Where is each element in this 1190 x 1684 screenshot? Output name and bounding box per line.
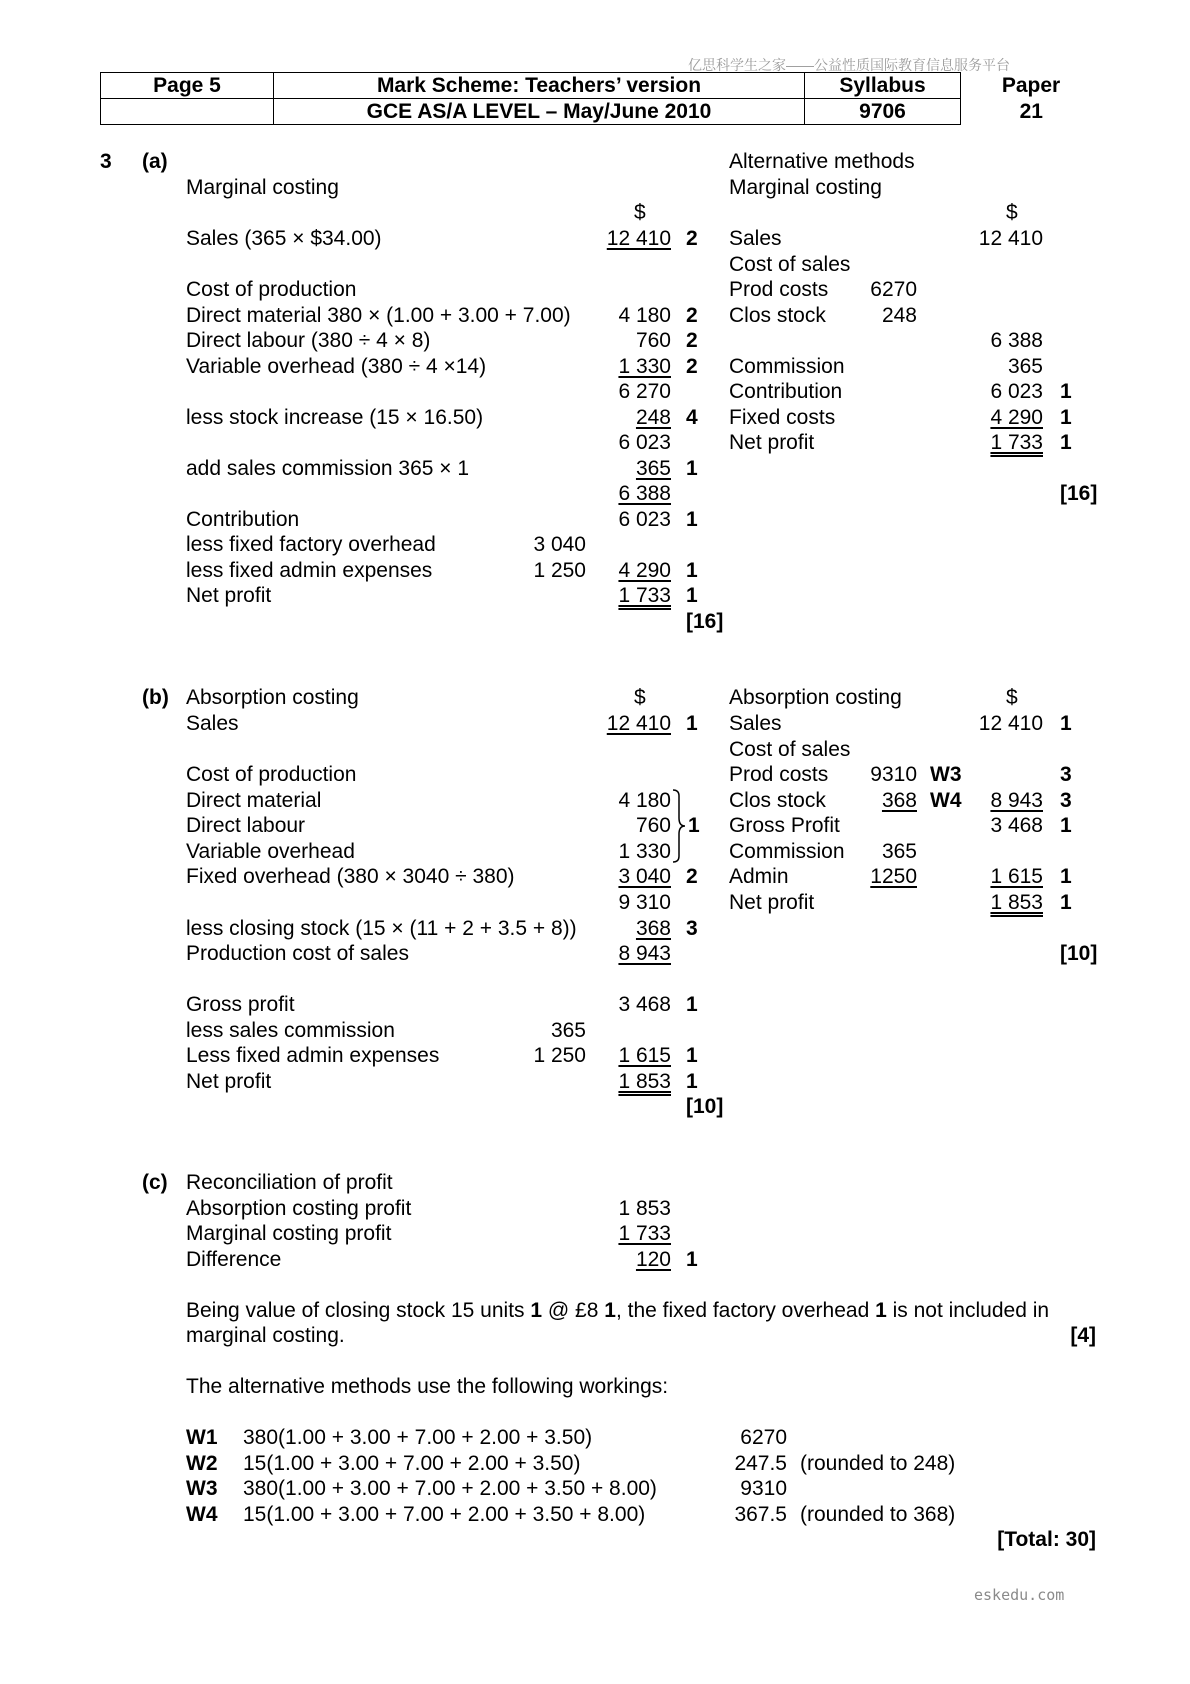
value-direct-labour: 760 [635,329,671,352]
mark-fixed-total: 1 [686,559,698,582]
alt-b-clos-stock-value: 368 [881,789,917,812]
working-expression: 15(1.00 + 3.00 + 7.00 + 2.00 + 3.50 + 8.00) [243,1503,646,1526]
b-value-fixed-overhead: 3 040 [618,865,671,888]
mark-direct-material: 2 [686,304,698,327]
part-b-currency: $ [634,686,646,709]
alt-b-admin: Admin [729,865,789,888]
working-value: 247.5 [734,1452,787,1475]
b-value-net-profit: 1 853 [618,1070,671,1093]
mark-net-profit: 1 [686,584,698,607]
alt-b-sales: Sales [729,712,782,735]
alt-a-fixed-costs-value: 4 290 [990,406,1043,429]
mark-variable-overhead: 2 [686,355,698,378]
alt-a-sales-value: 12 410 [978,227,1043,250]
line-sales: Sales (365 × $34.00) [186,227,382,250]
alt-b-currency: $ [1006,686,1018,709]
c-explanation-mark3: 1 [875,1299,887,1322]
part-a-title: Marginal costing [186,176,339,199]
value-fixed-admin: 1 250 [533,559,586,582]
line-variable-overhead: Variable overhead (380 ÷ 4 ×14) [186,355,487,378]
b-value-subtotal: 9 310 [618,891,671,914]
alt-b-total: [10] [1060,942,1098,965]
b-value-admin: 1 250 [533,1044,586,1067]
alt-a-net-profit-mark: 1 [1060,431,1072,454]
line-direct-material: Direct material 380 × (1.00 + 3.00 + 7.00) [186,304,571,327]
alt-b-cost-total: 8 943 [990,789,1043,812]
b-value-sales: 12 410 [606,712,671,735]
c-marginal-value: 1 733 [618,1222,671,1245]
b-line-direct-labour: Direct labour [186,814,306,837]
b-value-variable-overhead: 1 330 [618,840,671,863]
b-mark-fixed-overhead: 2 [686,865,698,888]
c-difference-label: Difference [186,1248,282,1271]
alt-a-clos-stock-value: 248 [881,304,917,327]
alt-b-prod-costs-ref: W3 [930,763,962,786]
alt-a-net-profit-value: 1 733 [990,431,1043,454]
alt-a-cost-of-sales: Cost of sales [729,253,851,276]
mark-direct-labour: 2 [686,329,698,352]
alt-b-sales-value: 12 410 [978,712,1043,735]
b-mark-net-profit: 1 [686,1070,698,1093]
part-c-total: [4] [1070,1324,1096,1347]
value-subtotal2: 6 023 [618,431,671,454]
line-fixed-admin: less fixed admin expenses [186,559,433,582]
mark-contribution: 1 [686,508,698,531]
mark-sales: 2 [686,227,698,250]
b-line-less-closing-stock: less closing stock (15 × (11 + 2 + 3.5 + 8)) [186,917,577,940]
c-absorption-label: Absorption costing profit [186,1197,412,1220]
value-commission: 365 [635,457,671,480]
b-mark-expenses-total: 1 [686,1044,698,1067]
b-line-cost-of-production: Cost of production [186,763,357,786]
part-b-label: (b) [142,686,169,709]
part-a-label: (a) [142,150,168,173]
b-mark-brace: 1 [688,814,700,837]
line-direct-labour: Direct labour (380 ÷ 4 × 8) [186,329,431,352]
header-title: Mark Scheme: Teachers’ version [274,73,805,99]
alt-b-commission-value: 365 [881,840,917,863]
alt-b-cost-total-mark: 3 [1060,789,1072,812]
line-net-profit: Net profit [186,584,272,607]
c-difference-value: 120 [635,1248,671,1271]
grand-total: [Total: 30] [997,1528,1096,1551]
alt-a-commission-value: 365 [1007,355,1043,378]
alt-b-title: Absorption costing [729,686,902,709]
c-explanation-text1: Being value of closing stock 15 units [186,1299,531,1322]
value-direct-material: 4 180 [618,304,671,327]
b-line-variable-overhead: Variable overhead [186,840,355,863]
value-net-profit: 1 733 [618,584,671,607]
working-note: (rounded to 368) [800,1503,956,1526]
alt-b-prod-costs-value: 9310 [870,763,917,786]
b-line-sales: Sales [186,712,239,735]
alt-a-contribution-mark: 1 [1060,380,1072,403]
value-contribution: 6 023 [618,508,671,531]
alt-a-title1: Alternative methods [729,150,915,173]
footer-site: eskedu.com [974,1586,1065,1604]
alt-b-gross-profit-value: 3 468 [990,814,1043,837]
b-line-fixed-admin: Less fixed admin expenses [186,1044,440,1067]
alt-a-subtotal: 6 388 [990,329,1043,352]
working-expression: 380(1.00 + 3.00 + 7.00 + 2.00 + 3.50) [243,1426,593,1449]
value-fixed-factory: 3 040 [533,533,586,556]
b-value-direct-labour: 760 [635,814,671,837]
b-value-production-cost: 8 943 [618,942,671,965]
part-c-title: Reconciliation of profit [186,1171,393,1194]
working-value: 6270 [740,1426,787,1449]
alt-a-prod-costs: Prod costs [729,278,829,301]
alt-a-fixed-costs: Fixed costs [729,406,836,429]
c-difference-mark: 1 [686,1248,698,1271]
line-fixed-factory: less fixed factory overhead [186,533,436,556]
value-stock-increase: 248 [635,406,671,429]
header-subtitle: GCE AS/A LEVEL – May/June 2010 [274,99,805,125]
c-explanation-mark1: 1 [530,1299,543,1322]
working-value: 9310 [740,1477,787,1500]
line-add-sales-commission: add sales commission 365 × 1 [186,457,470,480]
c-explanation-text4: is not included in [886,1299,1050,1322]
line-cost-of-production: Cost of production [186,278,357,301]
value-subtotal1: 6 270 [618,380,671,403]
watermark-text: 亿思科学生之家——公益性质国际教育信息服务平台 [688,57,1010,73]
header-table [100,72,1102,125]
c-explanation-line1 [186,1299,1049,1323]
alt-b-clos-stock-ref: W4 [930,789,962,812]
part-a-currency: $ [634,201,646,224]
alt-a-contribution: Contribution [729,380,843,403]
header-empty-cell [101,99,274,125]
mark-commission: 1 [686,457,698,480]
workings-intro: The alternative methods use the following workings: [186,1375,669,1398]
b-mark-gross-profit: 1 [686,993,698,1016]
c-absorption-value: 1 853 [618,1197,671,1220]
c-explanation-text3: , the fixed factory overhead [615,1299,876,1322]
b-value-commission: 365 [550,1019,586,1042]
part-a-total: [16] [686,610,724,633]
working-label: W2 [186,1452,218,1475]
c-explanation-text2: @ £8 [542,1299,605,1322]
working-note: (rounded to 248) [800,1452,956,1475]
value-sales: 12 410 [606,227,671,250]
mark-stock-increase: 4 [686,406,698,429]
working-label: W4 [186,1503,218,1526]
alt-b-prod-costs-mark: 3 [1060,763,1072,786]
b-line-fixed-overhead: Fixed overhead (380 × 3040 ÷ 380) [186,865,515,888]
b-line-sales-commission: less sales commission [186,1019,395,1042]
paper-label: Paper [1001,73,1061,97]
alt-b-gross-profit: Gross Profit [729,814,840,837]
alt-a-currency: $ [1006,201,1018,224]
line-contribution: Contribution [186,508,300,531]
alt-b-admin-total: 1 615 [990,865,1043,888]
b-line-net-profit: Net profit [186,1070,272,1093]
b-value-direct-material: 4 180 [618,789,671,812]
syllabus-label: Syllabus [805,73,961,99]
b-value-expenses-total: 1 615 [618,1044,671,1067]
alt-b-commission: Commission [729,840,845,863]
paper-value: 21 [1019,99,1043,123]
syllabus-value: 9706 [805,99,961,125]
alt-b-net-profit-value: 1 853 [990,891,1043,914]
c-explanation-mark2: 1 [604,1299,616,1322]
c-marginal-label: Marginal costing profit [186,1222,392,1245]
b-mark-sales: 1 [686,712,698,735]
value-fixed-total: 4 290 [618,559,671,582]
part-c-label: (c) [142,1171,168,1194]
b-value-closing-stock: 368 [635,917,671,940]
alt-a-sales: Sales [729,227,782,250]
alt-b-clos-stock: Clos stock [729,789,826,812]
page-number: Page 5 [101,73,274,99]
value-subtotal3: 6 388 [618,482,671,505]
b-value-gross-profit: 3 468 [618,993,671,1016]
line-less-stock-increase: less stock increase (15 × 16.50) [186,406,484,429]
alt-b-net-profit: Net profit [729,891,815,914]
alt-a-net-profit: Net profit [729,431,815,454]
alt-a-commission: Commission [729,355,845,378]
working-value: 367.5 [734,1503,787,1526]
alt-b-cost-of-sales: Cost of sales [729,738,851,761]
part-b-total: [10] [686,1095,724,1118]
alt-b-gross-profit-mark: 1 [1060,814,1072,837]
b-line-production-cost: Production cost of sales [186,942,409,965]
alt-a-prod-costs-value: 6270 [870,278,917,301]
curly-brace-icon [672,788,686,864]
alt-a-clos-stock: Clos stock [729,304,826,327]
alt-a-contribution-value: 6 023 [990,380,1043,403]
working-label: W1 [186,1426,218,1449]
working-expression: 15(1.00 + 3.00 + 7.00 + 2.00 + 3.50) [243,1452,581,1475]
working-label: W3 [186,1477,218,1500]
question-number: 3 [100,150,112,173]
b-line-direct-material: Direct material [186,789,322,812]
alt-b-sales-mark: 1 [1060,712,1072,735]
b-mark-closing-stock: 3 [686,917,698,940]
b-line-gross-profit: Gross profit [186,993,295,1016]
value-variable-overhead: 1 330 [618,355,671,378]
alt-b-prod-costs: Prod costs [729,763,829,786]
working-expression: 380(1.00 + 3.00 + 7.00 + 2.00 + 3.50 + 8.00) [243,1477,657,1500]
alt-a-total: [16] [1060,482,1098,505]
alt-b-admin-value: 1250 [870,865,917,888]
c-explanation-line2: marginal costing. [186,1324,345,1347]
part-b-title: Absorption costing [186,686,359,709]
alt-a-title2: Marginal costing [729,176,882,199]
alt-b-net-profit-mark: 1 [1060,891,1072,914]
alt-b-admin-mark: 1 [1060,865,1072,888]
alt-a-fixed-costs-mark: 1 [1060,406,1072,429]
